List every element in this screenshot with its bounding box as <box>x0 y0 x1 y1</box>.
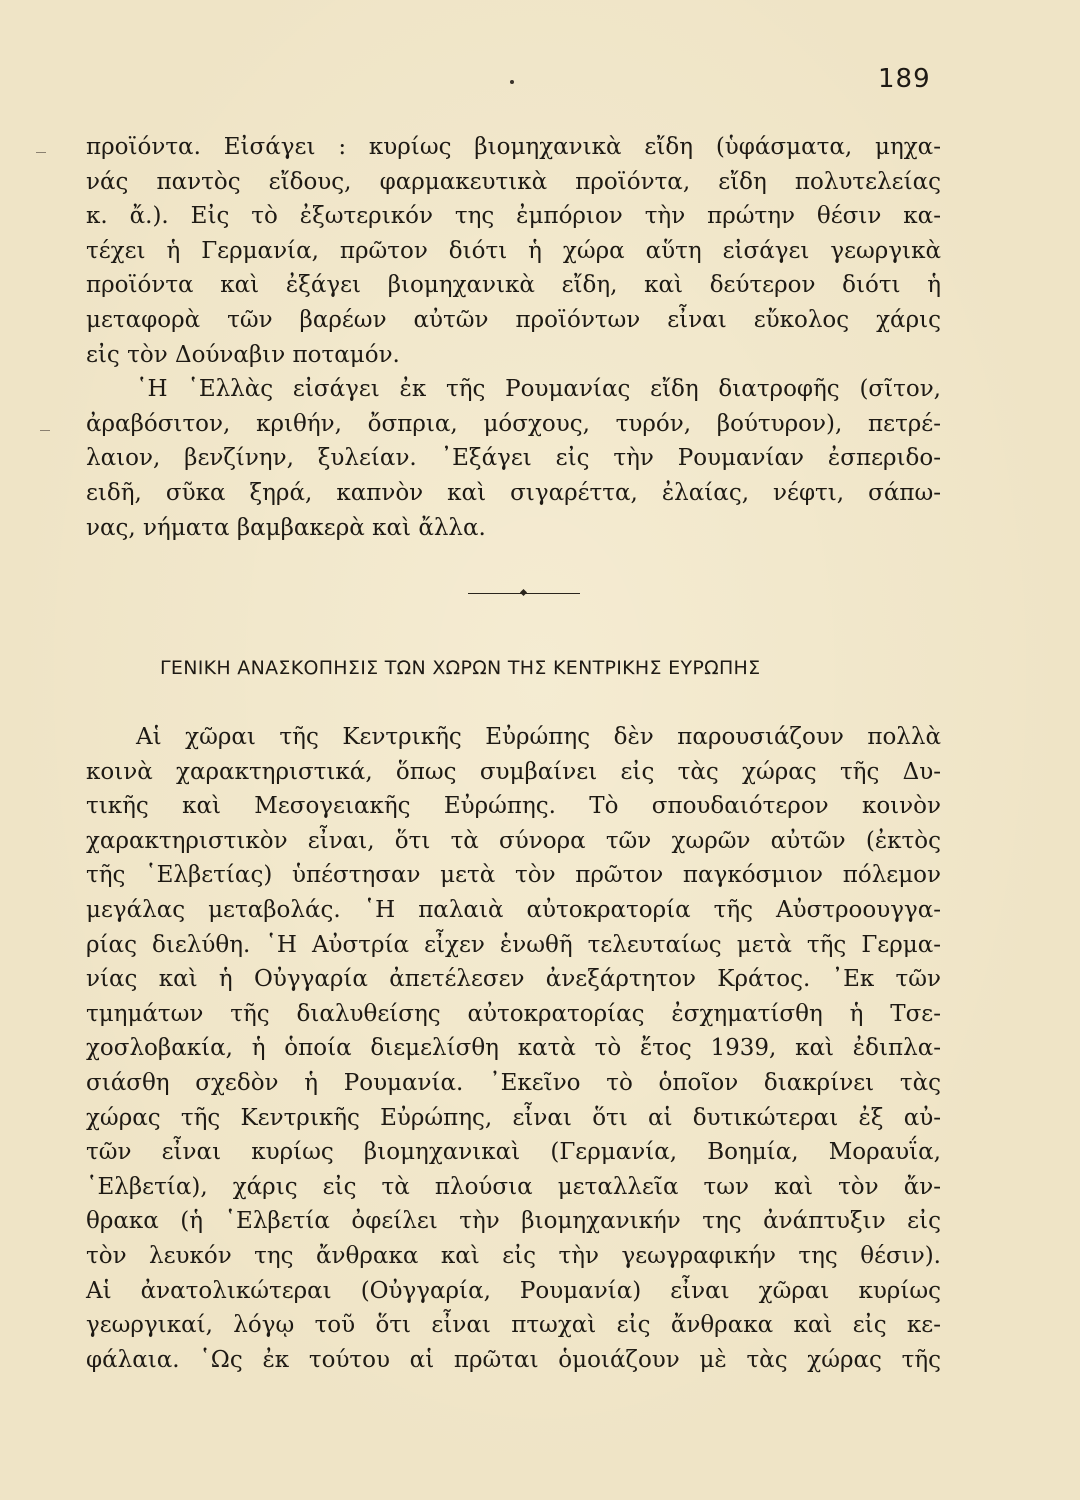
text-line: κοινὰ χαρακτηριστικά, ὅπως συμβαίνει εἰς τὰς χώρας τῆς Δυ- <box>86 758 941 785</box>
text-line: μεγάλας μεταβολάς. ῾Η παλαιὰ αὐτοκρατορία τῆς Αὐστροουγγα- <box>86 896 941 923</box>
text-line: χώρας τῆς Κεντρικῆς Εὐρώπης, εἶναι ὅτι αἱ δυτικώτεραι ἐξ αὐ- <box>86 1104 941 1131</box>
text-line: νας, νήματα βαμβακερὰ καὶ ἄλλα. <box>86 514 486 541</box>
text-line: ῾Η ῾Ελλὰς εἰσάγει ἐκ τῆς Ρουμανίας εἴδη διατροφῆς (σῖτον, <box>136 376 941 403</box>
text-line: νίας καὶ ἡ Οὐγγαρία ἀπετέλεσεν ἀνεξάρτητον Κράτος. ᾿Εκ τῶν <box>86 966 941 993</box>
text-line: κ. ἄ.). Εἰς τὸ ἐξωτερικόν της ἐμπόριον τὴν πρώτην θέσιν κα- <box>86 203 941 230</box>
margin-mark <box>36 152 46 153</box>
text-line: τῶν εἶναι κυρίως βιομηχανικαὶ (Γερμανία, Βοημία, Μοραυΐα, <box>86 1139 941 1166</box>
text-line: προϊόντα. Εἰσάγει : κυρίως βιομηχανικὰ εἴδη (ὑφάσματα, μηχα- <box>86 134 941 160</box>
paragraph-3 <box>86 720 941 1377</box>
paragraph-1 <box>86 130 941 372</box>
text-line: σιάσθη σχεδὸν ἡ Ρουμανία. ᾿Εκεῖνο τὸ ὁποῖον διακρίνει τὰς <box>86 1069 941 1096</box>
text-line: ειδῆ, σῦκα ξηρά, καπνὸν καὶ σιγαρέττα, ἐλαίας, νέφτι, σάπω- <box>86 479 941 506</box>
text-line: ἀραβόσιτον, κριθήν, ὄσπρια, μόσχους, τυρόν, βούτυρον), πετρέ- <box>86 410 941 437</box>
divider-ornament <box>520 589 527 596</box>
page-dot-mark <box>510 80 514 84</box>
text-line: μεταφορὰ τῶν βαρέων αὐτῶν προϊόντων εἶναι εὔκολος χάρις <box>86 306 941 333</box>
text-line: προϊόντα καὶ ἐξάγει βιομηχανικὰ εἴδη, καὶ δεύτερον διότι ἡ <box>86 272 941 299</box>
text-line: Αἱ χῶραι τῆς Κεντρικῆς Εὐρώπης δὲν παρουσιάζουν πολλὰ <box>136 724 941 750</box>
paragraph-2 <box>86 372 941 545</box>
text-block-bottom <box>86 720 941 1377</box>
text-line: τῆς ῾Ελβετίας) ὑπέστησαν μετὰ τὸν πρῶτον παγκόσμιον πόλεμον <box>86 862 941 889</box>
text-line: λαιον, βενζίνην, ξυλείαν. ᾿Εξάγει εἰς τὴν Ρουμανίαν ἐσπεριδο- <box>86 445 941 472</box>
text-line: ρίας διελύθη. ῾Η Αὐστρία εἶχεν ἑνωθῆ τελευταίως μετὰ τῆς Γερμα- <box>86 931 941 958</box>
section-heading: ΓΕΝΙΚΗ ΑΝΑΣΚΟΠΗΣΙΣ ΤΩΝ ΧΩΡΩΝ ΤΗΣ ΚΕΝΤΡΙΚΗΣ ΕΥΡΩΠΗΣ <box>160 657 761 679</box>
page-number: 189 <box>878 64 931 94</box>
text-line: εἰς τὸν Δούναβιν ποταμόν. <box>86 341 400 368</box>
text-line: τικῆς καὶ Μεσογειακῆς Εὐρώπης. Τὸ σπουδαιότερον κοινὸν <box>86 793 941 820</box>
text-line: χοσλοβακία, ἡ ὁποία διεμελίσθη κατὰ τὸ ἔτος 1939, καὶ ἐδιπλα- <box>86 1035 941 1062</box>
text-line: τέχει ἡ Γερμανία, πρῶτον διότι ἡ χώρα αὕτη εἰσάγει γεωργικὰ <box>86 237 941 264</box>
text-line: νάς παντὸς εἴδους, φαρμακευτικὰ προϊόντα, εἴδη πολυτελείας <box>86 168 941 195</box>
margin-mark <box>40 430 50 431</box>
text-line: θρακα (ἡ ῾Ελβετία ὀφείλει τὴν βιομηχανικήν της ἀνάπτυξιν εἰς <box>86 1208 941 1235</box>
text-line: Αἱ ἀνατολικώτεραι (Οὐγγαρία, Ρουμανία) εἶναι χῶραι κυρίως <box>86 1277 941 1304</box>
text-line: γεωργικαί, λόγῳ τοῦ ὅτι εἶναι πτωχαὶ εἰς ἄνθρακα καὶ εἰς κε- <box>86 1312 941 1339</box>
text-line: ῾Ελβετία), χάρις εἰς τὰ πλούσια μεταλλεῖα των καὶ τὸν ἄν- <box>86 1173 941 1200</box>
text-line: τμημάτων τῆς διαλυθείσης αὐτοκρατορίας ἐσχηματίσθη ἡ Τσε- <box>86 1000 941 1027</box>
text-line: τὸν λευκόν της ἄνθρακα καὶ εἰς τὴν γεωγραφικήν της θέσιν). <box>86 1242 941 1269</box>
text-line: φάλαια. ῾Ως ἐκ τούτου αἱ πρῶται ὁμοιάζουν μὲ τὰς χώρας τῆς <box>86 1346 941 1373</box>
text-block-top <box>86 130 941 545</box>
text-line: χαρακτηριστικὸν εἶναι, ὅτι τὰ σύνορα τῶν χωρῶν αὐτῶν (ἐκτὸς <box>86 827 941 854</box>
